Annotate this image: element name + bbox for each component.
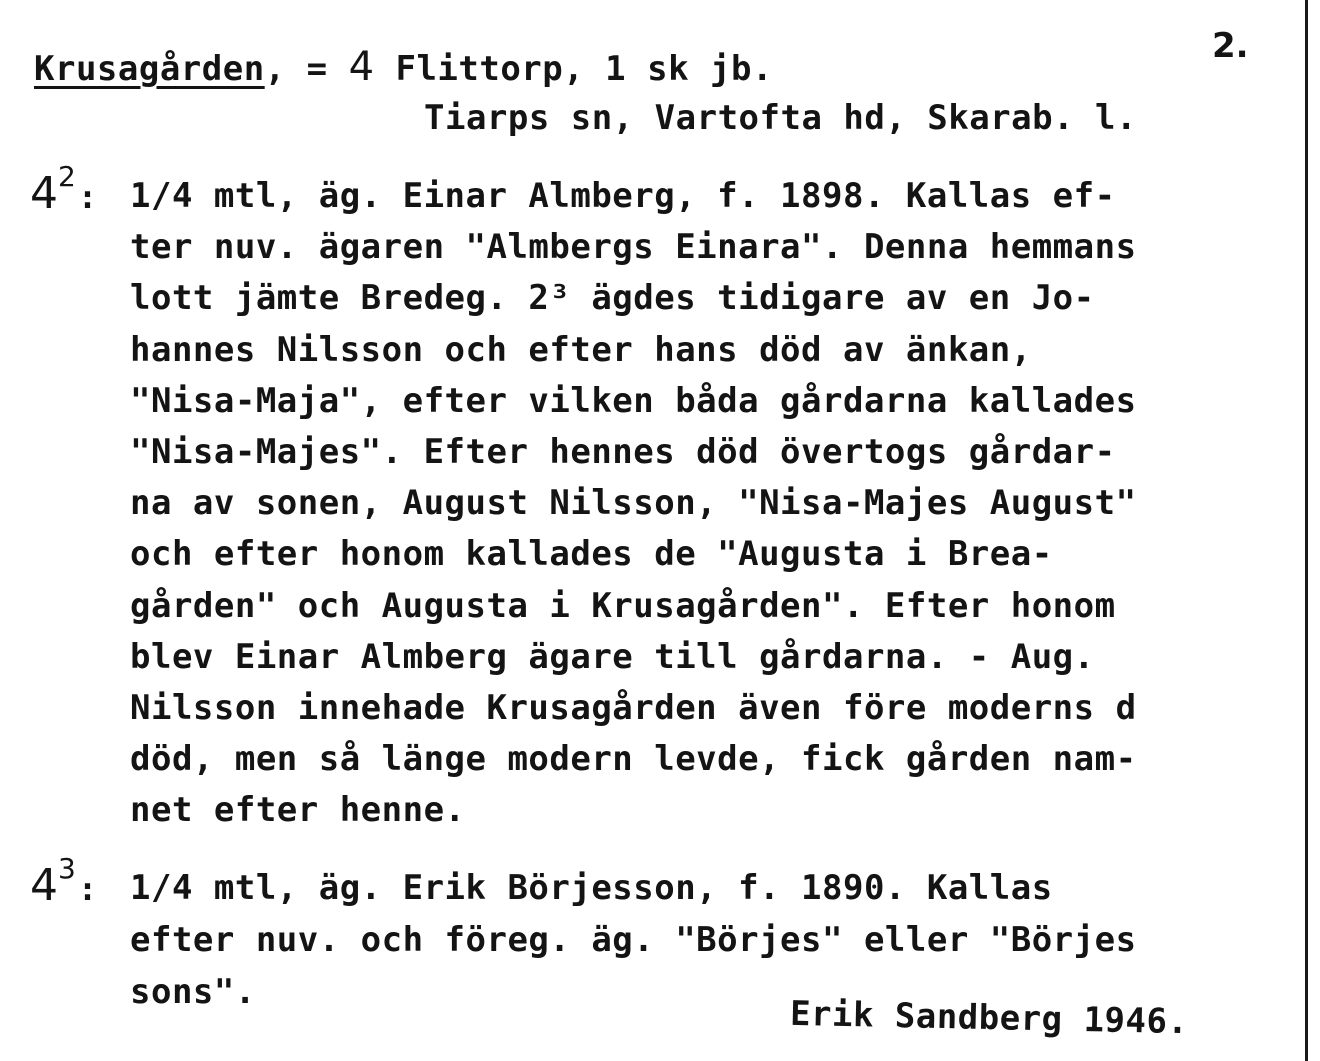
card-edge-rule — [1305, 0, 1308, 1061]
text-line: och efter honom kallades de "Augusta i Brea- — [130, 534, 1053, 575]
lot-description-4-3 — [130, 862, 1137, 1018]
designation-number: 4 — [348, 44, 375, 90]
text-line: "Nisa-Majes". Efter hennes död övertogs gårdar- — [130, 431, 1116, 472]
text-line: ter nuv. ägaren "Almbergs Einara". Denna hemmans — [130, 227, 1137, 268]
lot-number: 4 — [30, 168, 58, 219]
lot-colon: : — [77, 178, 98, 216]
text-line: blev Einar Almberg ägare till gårdarna. - Aug. — [130, 636, 1095, 677]
lot-description-4-2 — [130, 171, 1137, 836]
text-line: hannes Nilsson och efter hans död av änkan, — [130, 329, 1032, 370]
text-line: 1/4 mtl, äg. Einar Almberg, f. 1898. Kallas ef- — [130, 176, 1116, 216]
lot-colon: : — [77, 870, 98, 908]
text-line: gården" och Augusta i Krusagården". Efter honom — [130, 585, 1116, 626]
text-line: "Nisa-Maja", efter vilken båda gårdarna kallades — [130, 380, 1137, 421]
card-heading — [34, 44, 773, 90]
farm-name: Krusagården — [34, 49, 265, 89]
designation-prefix: , = — [264, 49, 349, 89]
designation-rest: Flittorp, 1 sk jb. — [374, 49, 773, 89]
lot-label-4-2 — [30, 160, 97, 219]
text-line: Nilsson innehade Krusagården även före moderns d — [130, 687, 1137, 728]
lot-superscript: 2 — [58, 160, 76, 193]
text-line: efter nuv. och föreg. äg. "Börjes" eller "Börjes — [130, 920, 1137, 960]
text-line: 1/4 mtl, äg. Erik Börjesson, f. 1890. Kallas — [130, 868, 1053, 908]
lot-label-4-3 — [30, 852, 97, 911]
parish-location: Tiarps sn, Vartofta hd, Skarab. l. — [424, 98, 1137, 138]
text-line: lott jämte Bredeg. 2³ ägdes tidigare av en Jo- — [130, 278, 1095, 319]
text-line: na av sonen, August Nilsson, "Nisa-Majes August" — [130, 483, 1137, 524]
author-signature: Erik Sandberg 1946. — [789, 993, 1189, 1043]
lot-superscript: 3 — [58, 852, 76, 885]
text-line: sons". — [130, 972, 256, 1012]
text-line: net efter henne. — [130, 790, 466, 831]
page-number: 2. — [1212, 26, 1249, 66]
text-line: död, men så länge modern levde, fick gården nam- — [130, 739, 1137, 780]
lot-number: 4 — [30, 860, 58, 911]
